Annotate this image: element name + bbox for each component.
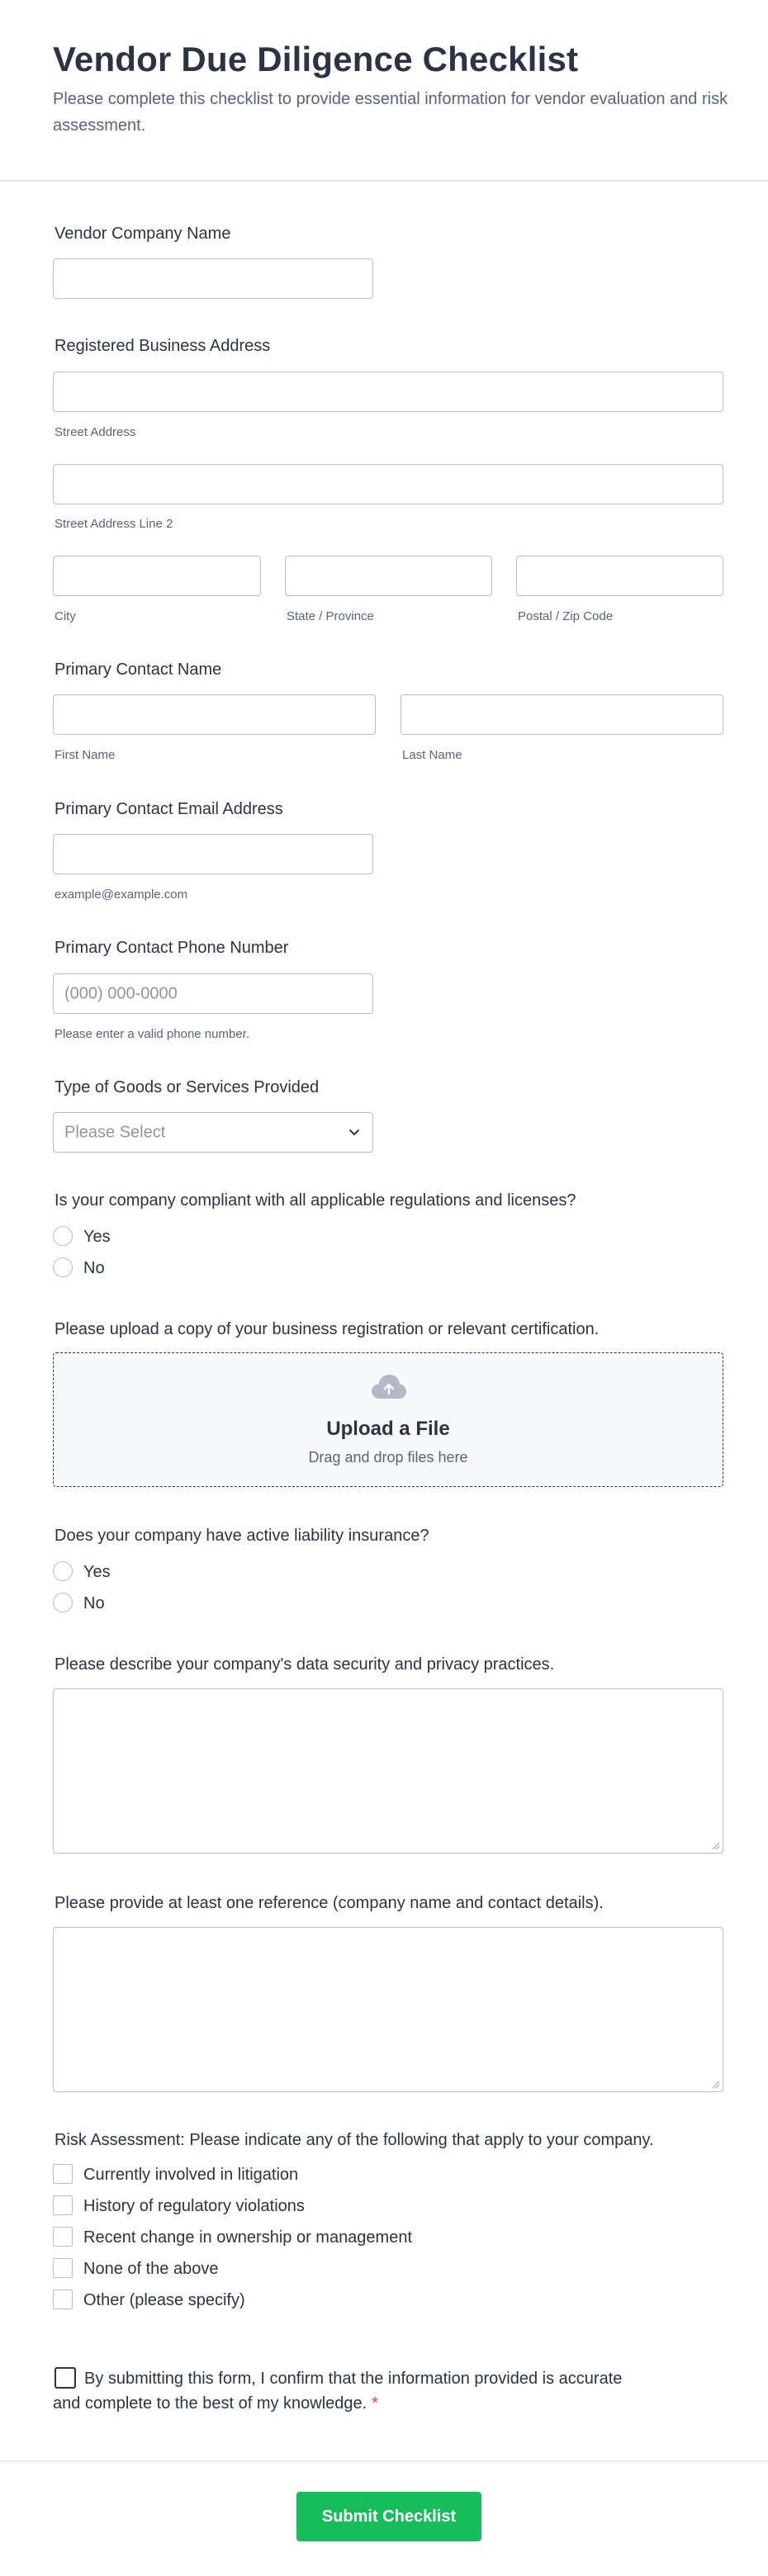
phone-placeholder: (000) 000-0000 xyxy=(64,984,178,1002)
phone-label: Primary Contact Phone Number xyxy=(55,939,289,957)
postal-code-sublabel: Postal / Zip Code xyxy=(518,609,614,623)
risk-option-label: None of the above xyxy=(83,2260,219,2278)
goods-select-value: Please Select xyxy=(64,1123,166,1141)
phone-input[interactable] xyxy=(53,973,373,1014)
consent-label xyxy=(53,2366,631,2416)
risk-option-label: History of regulatory violations xyxy=(83,2197,305,2215)
resize-grip-icon[interactable] xyxy=(712,2081,720,2089)
security-label: Please describe your company's data security and privacy practices. xyxy=(55,1655,555,1674)
compliance-label: Is your company compliant with all applicable regulations and licenses? xyxy=(55,1191,576,1210)
street-address-input[interactable] xyxy=(53,372,723,412)
address-label: Registered Business Address xyxy=(55,337,271,355)
chevron-down-icon xyxy=(348,1125,361,1139)
street-address-2-input[interactable] xyxy=(53,464,723,504)
risk-option-label: Currently involved in litigation xyxy=(83,2166,299,2184)
page-subtitle: Please complete this checklist to provide essential information for vendor evaluation and risk assessment. xyxy=(53,90,728,135)
company-name-label: Vendor Company Name xyxy=(55,225,231,243)
cloud-upload-icon xyxy=(371,1373,407,1401)
compliance-yes-label: Yes xyxy=(83,1228,111,1246)
state-sublabel: State / Province xyxy=(287,609,374,623)
risk-other-checkbox[interactable] xyxy=(53,2290,73,2309)
upload-title: Upload a File xyxy=(326,1418,450,1440)
required-asterisk: * xyxy=(372,2394,379,2413)
goods-label: Type of Goods or Services Provided xyxy=(55,1078,320,1096)
compliance-no-radio[interactable] xyxy=(53,1257,73,1277)
risk-option-label: Other (please specify) xyxy=(83,2291,245,2309)
street-address-2-sublabel: Street Address Line 2 xyxy=(55,517,173,531)
contact-name-label: Primary Contact Name xyxy=(55,661,222,679)
goods-select[interactable] xyxy=(53,1112,373,1153)
security-textarea[interactable] xyxy=(53,1688,723,1854)
first-name-input[interactable] xyxy=(53,694,376,735)
phone-hint: Please enter a valid phone number. xyxy=(55,1027,249,1041)
upload-hint: Drag and drop files here xyxy=(308,1449,468,1466)
resize-grip-icon[interactable] xyxy=(712,1842,720,1850)
email-label: Primary Contact Email Address xyxy=(55,800,283,818)
risk-ownership-checkbox[interactable] xyxy=(53,2227,73,2247)
first-name-sublabel: First Name xyxy=(55,748,116,762)
submit-button[interactable]: Submit Checklist xyxy=(296,2492,481,2541)
email-input[interactable] xyxy=(53,834,373,874)
city-input[interactable] xyxy=(53,556,261,596)
city-sublabel: City xyxy=(55,609,76,623)
upload-label: Please upload a copy of your business registration or relevant certification. xyxy=(55,1320,600,1338)
footer-divider xyxy=(0,2460,768,2462)
risk-none-checkbox[interactable] xyxy=(53,2258,73,2278)
insurance-no-radio[interactable] xyxy=(53,1593,73,1612)
risk-option-label: Recent change in ownership or management xyxy=(83,2228,413,2247)
postal-code-input[interactable] xyxy=(516,556,723,596)
compliance-yes-radio[interactable] xyxy=(53,1226,73,1246)
risk-label: Risk Assessment: Please indicate any of the following that apply to your company. xyxy=(55,2131,654,2149)
last-name-sublabel: Last Name xyxy=(402,748,462,762)
insurance-yes-label: Yes xyxy=(83,1563,111,1581)
last-name-input[interactable] xyxy=(401,694,723,735)
insurance-no-label: No xyxy=(83,1594,105,1612)
form-header xyxy=(0,0,768,182)
page-title: Vendor Due Diligence Checklist xyxy=(53,40,579,78)
reference-label: Please provide at least one reference (company name and contact details). xyxy=(55,1894,604,1912)
compliance-no-label: No xyxy=(83,1259,105,1277)
insurance-yes-radio[interactable] xyxy=(53,1561,73,1581)
risk-litigation-checkbox[interactable] xyxy=(53,2164,73,2184)
consent-text: By submitting this form, I confirm that the information provided is accurate and complete to the best of my knowledge. xyxy=(53,2370,623,2413)
street-address-sublabel: Street Address xyxy=(55,425,136,439)
file-upload-dropzone[interactable] xyxy=(53,1352,723,1487)
email-hint: example@example.com xyxy=(55,888,188,902)
risk-violations-checkbox[interactable] xyxy=(53,2195,73,2215)
insurance-label: Does your company have active liability insurance? xyxy=(55,1527,429,1545)
company-name-input[interactable] xyxy=(53,258,373,299)
reference-textarea[interactable] xyxy=(53,1927,723,2092)
state-input[interactable] xyxy=(285,556,492,596)
